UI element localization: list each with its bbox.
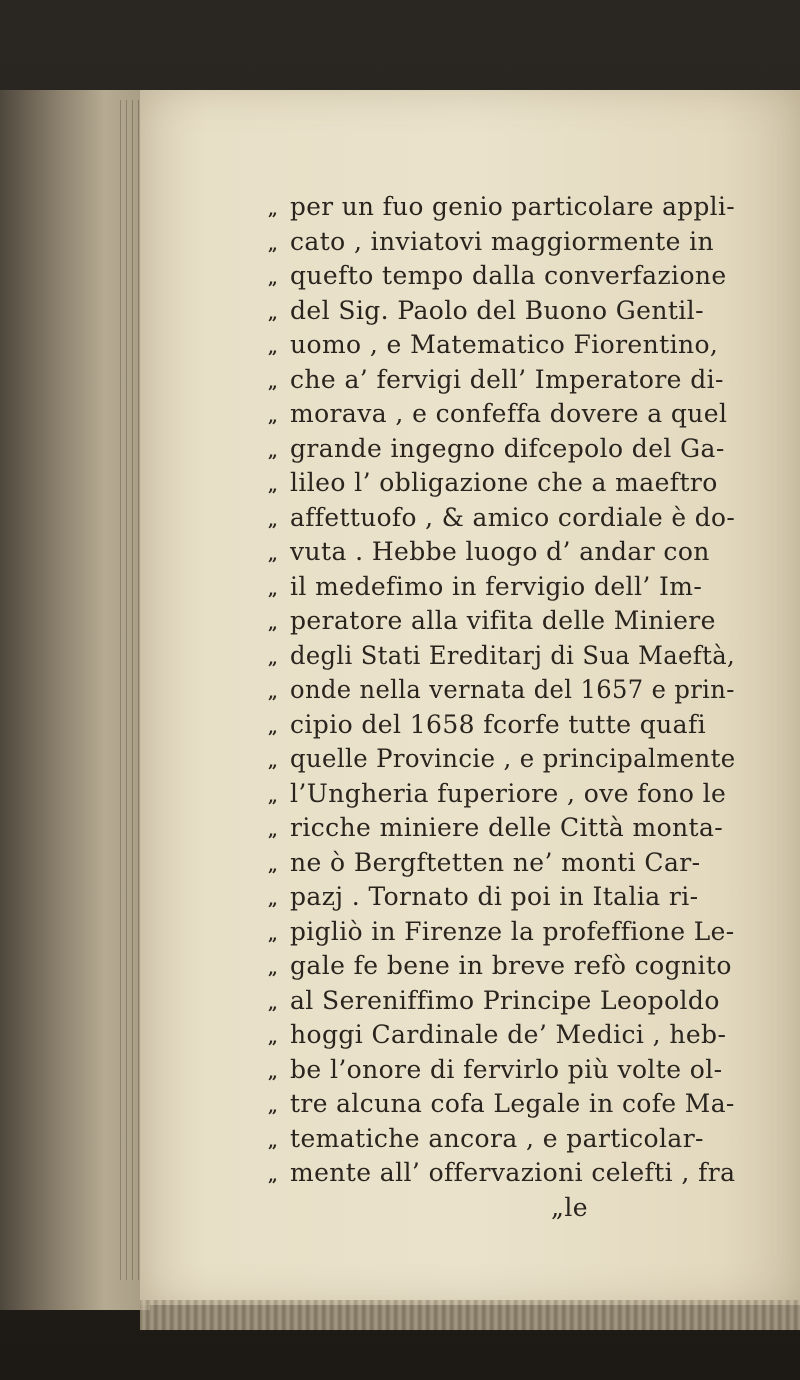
- text-line: [268, 1089, 738, 1124]
- line-text: del Sig. Paolo del Buono Gentil-: [290, 295, 704, 325]
- text-line: [268, 848, 738, 883]
- quote-mark: „: [268, 372, 277, 393]
- quote-mark: „: [268, 717, 277, 738]
- line-text: il medefimo in fervigio dell’ Im-: [290, 571, 703, 601]
- line-text: hoggi Cardinale de’ Medici , heb-: [290, 1020, 727, 1049]
- quote-mark: „: [268, 200, 277, 220]
- quote-mark: „: [268, 303, 277, 324]
- quote-mark: „: [268, 441, 277, 462]
- text-line: [268, 951, 738, 986]
- quote-mark: „: [268, 959, 277, 979]
- text-line: [268, 917, 738, 952]
- text-line: [268, 261, 738, 296]
- line-text: tematiche ancora , e particolar-: [290, 1123, 704, 1153]
- quote-mark: „: [268, 545, 277, 565]
- line-text: degli Stati Ereditarj di Sua Maeftà,: [290, 640, 736, 670]
- line-text: per un fuo genio particolare appli-: [290, 192, 736, 221]
- quote-mark: „: [268, 1062, 277, 1083]
- text-line: [268, 641, 738, 676]
- line-text: morava , e confeffa dovere a quel: [290, 399, 728, 428]
- line-text: tre alcuna cofa Legale in cofe Ma-: [290, 1089, 735, 1118]
- text-line: [268, 192, 738, 227]
- catchword-text: „le: [551, 1192, 588, 1222]
- page-bottom-edge: [140, 1300, 800, 1330]
- quote-mark: „: [268, 476, 277, 496]
- text-line: [268, 227, 738, 262]
- line-text: quefto tempo dalla converfazione: [290, 261, 727, 290]
- text-line: [268, 503, 738, 538]
- quote-mark: „: [268, 855, 277, 876]
- line-text: che a’ fervigi dell’ Imperatore di-: [290, 364, 724, 394]
- text-line: [268, 606, 738, 641]
- quote-mark: „: [268, 924, 277, 945]
- line-text: al Sereniffimo Principe Leopoldo: [290, 985, 720, 1015]
- quote-mark: „: [268, 407, 277, 427]
- line-text: gale fe bene in breve refò cognito: [290, 951, 732, 980]
- next-page-bleed: [748, 200, 800, 1200]
- quote-mark: „: [268, 338, 277, 358]
- quote-mark: „: [268, 1097, 277, 1117]
- text-line: [268, 572, 738, 607]
- line-text: be l’onore di fervirlo più volte ol-: [290, 1054, 723, 1084]
- quote-mark: „: [268, 579, 277, 600]
- line-text: ne ò Bergftetten ne’ monti Car-: [290, 847, 701, 877]
- quote-mark: „: [268, 683, 277, 703]
- quote-mark: „: [268, 993, 277, 1014]
- line-text: uomo , e Matematico Fiorentino,: [290, 330, 719, 359]
- quote-mark: „: [268, 269, 277, 289]
- text-line: [268, 296, 738, 331]
- line-text: cato , inviatovi maggiormente in: [290, 226, 715, 256]
- line-text: quelle Provincie , e principalmente: [290, 744, 736, 773]
- catchword: [268, 1193, 738, 1228]
- quote-mark: „: [268, 752, 277, 772]
- quote-mark: „: [268, 510, 277, 531]
- line-text: peratore alla vifita delle Miniere: [290, 606, 716, 635]
- text-line: [268, 365, 738, 400]
- quote-mark: „: [268, 890, 277, 910]
- text-line: [268, 434, 738, 469]
- page-text: [268, 192, 738, 1227]
- quote-mark: „: [268, 821, 277, 841]
- text-line: [268, 1124, 738, 1159]
- quote-mark: „: [268, 1131, 277, 1152]
- text-line: [268, 986, 738, 1021]
- text-line: [268, 399, 738, 434]
- text-line: [268, 779, 738, 814]
- line-text: grande ingegno difcepolo del Ga-: [290, 433, 725, 463]
- text-line: [268, 710, 738, 745]
- quote-mark: „: [268, 1166, 277, 1186]
- line-text: mente all’ offervazioni celefti , fra: [290, 1158, 736, 1187]
- text-line: [268, 1055, 738, 1090]
- line-text: cipio del 1658 fcorfe tutte quafi: [290, 709, 706, 739]
- line-text: l’Ungheria fuperiore , ove fono le: [290, 778, 727, 808]
- line-text: onde nella vernata del 1657 e prin-: [290, 675, 735, 704]
- quote-mark: „: [268, 1028, 277, 1048]
- text-line: [268, 813, 738, 848]
- line-text: affettuofo , & amico cordiale è do-: [290, 502, 736, 532]
- line-text: lileo l’ obligazione che a maeftro: [290, 468, 718, 497]
- text-line: [268, 675, 738, 710]
- quote-mark: „: [268, 648, 277, 669]
- text-line: [268, 537, 738, 572]
- quote-mark: „: [268, 234, 277, 255]
- text-line: [268, 330, 738, 365]
- text-line: [268, 468, 738, 503]
- line-text: ricche miniere delle Città monta-: [290, 813, 724, 842]
- line-text: vuta . Hebbe luogo d’ andar con: [290, 537, 710, 566]
- line-text: pigliò in Firenze la profeffione Le-: [290, 916, 735, 946]
- text-line: [268, 882, 738, 917]
- quote-mark: „: [268, 786, 277, 807]
- line-text: pazj . Tornato di poi in Italia ri-: [290, 882, 699, 911]
- text-line: [268, 1158, 738, 1193]
- quote-mark: „: [268, 614, 277, 634]
- text-line: [268, 1020, 738, 1055]
- text-line: [268, 744, 738, 779]
